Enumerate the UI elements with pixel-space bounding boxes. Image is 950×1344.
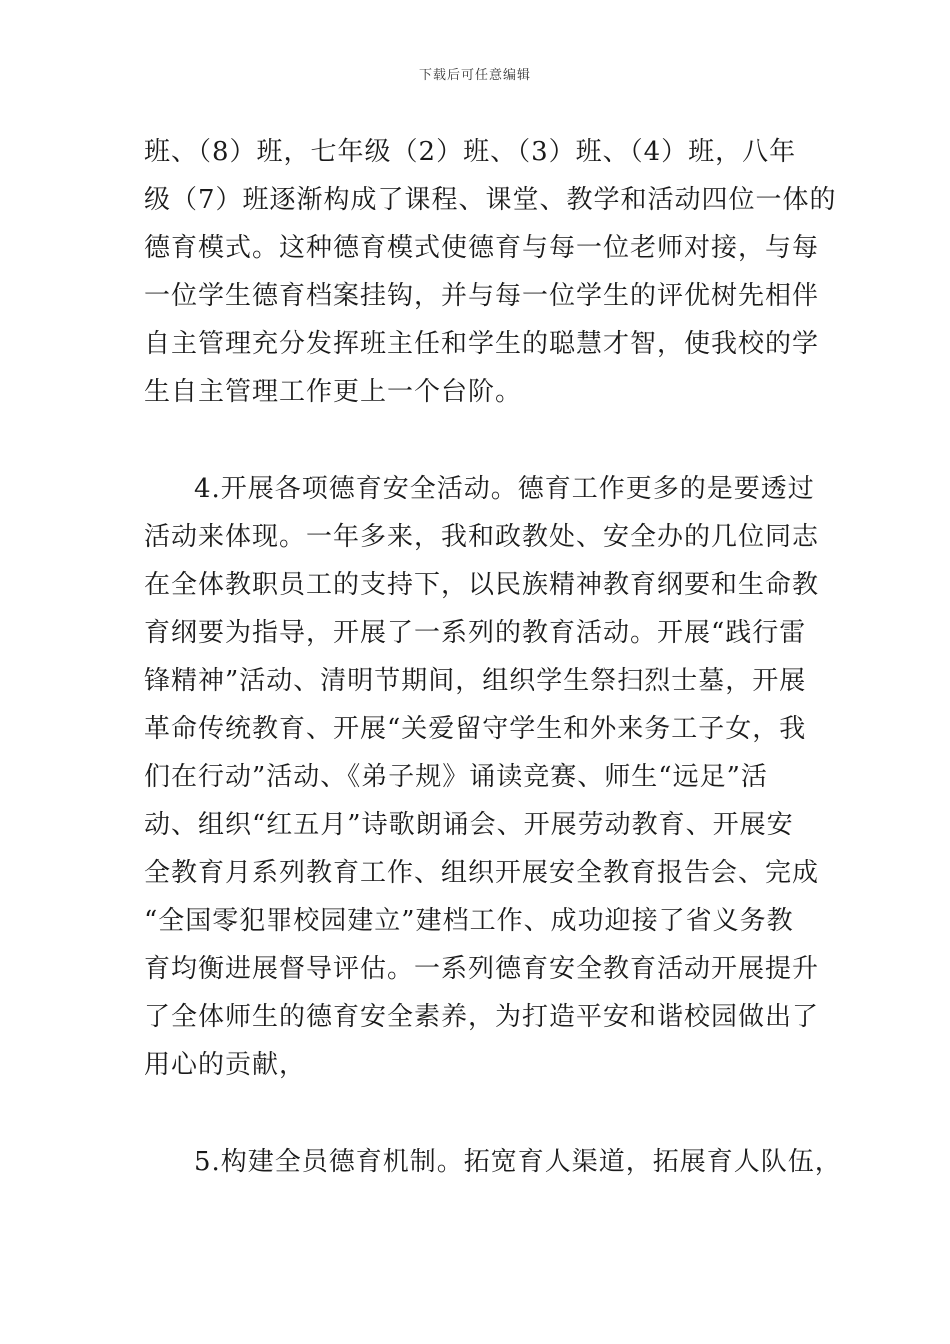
text-line: 全教育月系列教育工作、组织开展安全教育报告会、完成 [144,858,820,888]
paragraph-spacer [144,1089,824,1138]
text-line: 德育模式。这种德育模式使德育与每一位老师对接，与每 [144,233,820,263]
text-line: 们在行动”活动、《弟子规》诵读竞赛、师生“远足”活 [144,762,768,792]
text-line: 动、组织“红五月”诗歌朗诵会、开展劳动教育、开展安 [144,810,794,840]
text-line: 4.开展各项德育安全活动。德育工作更多的是要透过 [194,474,815,504]
page-header: 下载后可任意编辑 [418,68,531,83]
text-line: 了全体师生的德育安全素养，为打造平安和谐校园做出了 [144,1002,820,1032]
text-line: 革命传统教育、开展“关爱留守学生和外来务工子女，我 [144,714,807,744]
text-line: 育均衡进展督导评估。一系列德育安全教育活动开展提升 [144,954,820,984]
paragraph-1 [144,128,837,416]
document-body [144,128,842,1186]
text-line: “全国零犯罪校园建立”建档工作、成功迎接了省义务教 [144,906,794,936]
text-line: 活动来体现。一年多来，我和政教处、安全办的几位同志 [144,522,820,552]
text-line: 级（7）班逐渐构成了课程、课堂、教学和活动四位一体的 [144,185,837,215]
text-line: 用心的贡献， [144,1050,307,1080]
text-line: 锋精神”活动、清明节期间，组织学生祭扫烈士墓，开展 [144,666,807,696]
text-line: 一位学生德育档案挂钩，并与每一位学生的评优树先相伴 [144,281,820,311]
text-line: 育纲要为指导，开展了一系列的教育活动。开展“践行雷 [144,618,807,648]
text-line: 自主管理充分发挥班主任和学生的聪慧才智，使我校的学 [144,329,820,359]
paragraph-3 [144,1138,842,1186]
text-line: 班、（8）班，七年级（2）班、（3）班、（4）班，八年 [144,137,797,167]
text-line: 生自主管理工作更上一个台阶。 [144,377,523,407]
text-line: 在全体教职员工的支持下，以民族精神教育纲要和生命教 [144,570,820,600]
paragraph-2 [144,465,824,1089]
text-line: 5.构建全员德育机制。拓宽育人渠道，拓展育人队伍， [194,1147,842,1177]
paragraph-spacer [144,416,824,465]
